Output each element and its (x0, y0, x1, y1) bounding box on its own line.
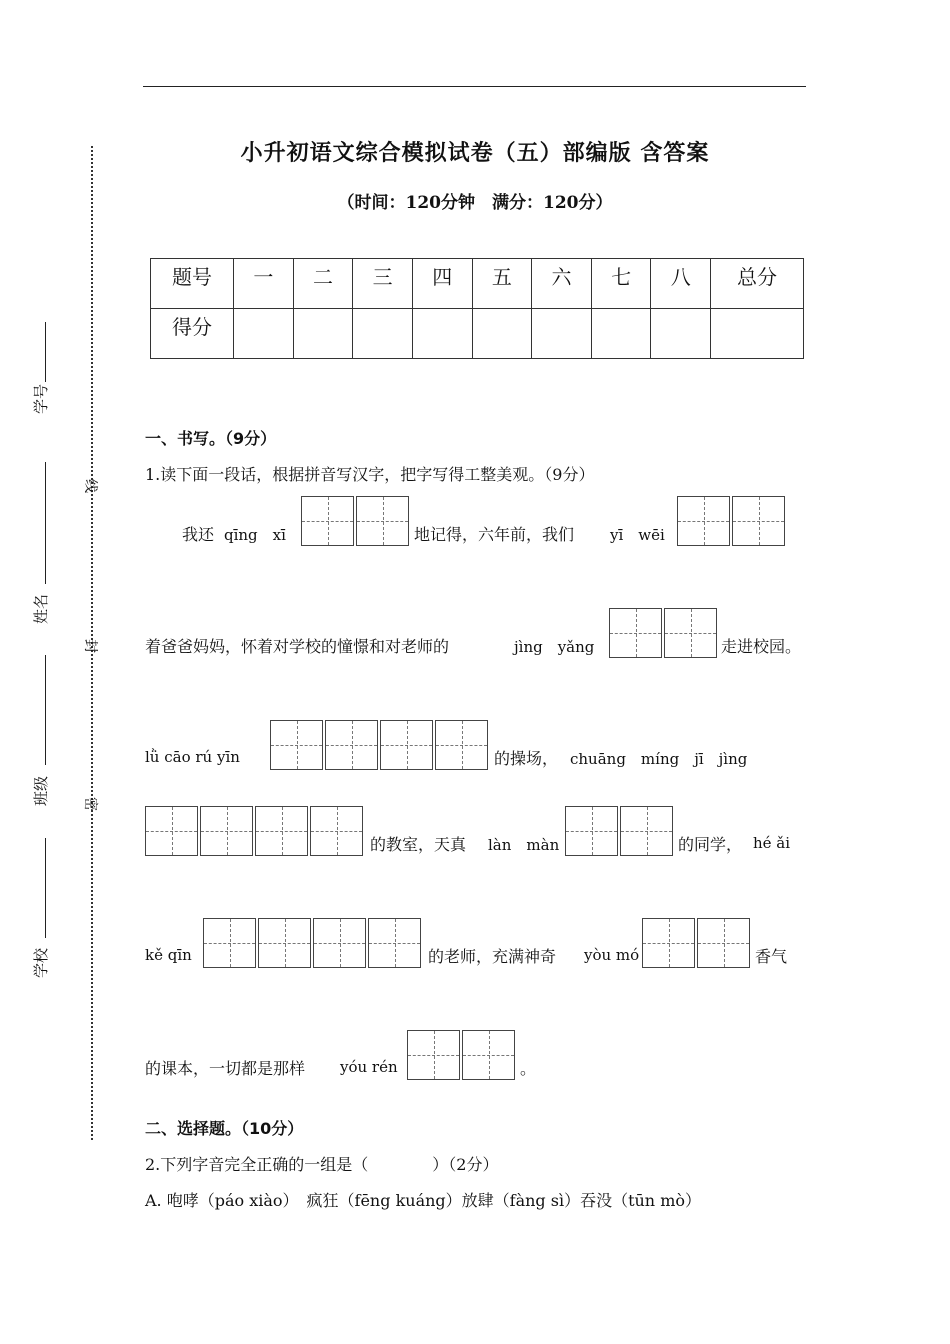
score-table-score-row (151, 309, 804, 359)
score-table (150, 258, 804, 359)
question-2-option-a: A. 咆哮（páo xiào） 疯狂（fēng kuáng）放肆（fàng sì）吞没（tūn mò） (145, 1191, 702, 1210)
passage-text: 的老师，充满神奇 (428, 947, 557, 966)
seal-seal-mark: 封 (82, 639, 98, 653)
pinyin-yiwei: yī wēi (610, 526, 665, 544)
pinyin-heai: hé ǎi (753, 834, 791, 852)
school-field[interactable] (45, 838, 47, 938)
passage-text: 我还 (182, 525, 215, 544)
tianzige-lanman[interactable] (565, 806, 675, 858)
tianzige-heaikeqin[interactable] (203, 918, 423, 970)
passage-text: 着爸爸妈妈，怀着对学校的憧憬和对老师的 (145, 637, 450, 656)
score-header-cell: 五 (472, 259, 532, 309)
student-no-label: 学号 (32, 383, 50, 414)
score-cell[interactable] (651, 309, 711, 359)
pinyin-keqin: kě qīn (145, 946, 192, 964)
score-cell[interactable] (293, 309, 353, 359)
question-2: 2.下列字音完全正确的一组是（ ）（2分） (145, 1155, 499, 1174)
score-cell[interactable] (591, 309, 651, 359)
score-header-cell: 四 (412, 259, 472, 309)
pinyin-jingyang: jìng yǎng (514, 638, 595, 656)
score-header-cell: 二 (293, 259, 353, 309)
header-rule (143, 86, 806, 87)
score-header-cell: 八 (651, 259, 711, 309)
passage-text: 的操场， (494, 749, 559, 768)
pinyin-qingxi: qīng xī (224, 526, 286, 544)
student-no-field[interactable] (45, 322, 47, 382)
pinyin-youren: yóu rén (340, 1058, 398, 1076)
tianzige-lucaoruyin[interactable] (270, 720, 490, 772)
score-header-cell: 三 (353, 259, 413, 309)
pinyin-chuangmingjijing: chuāng míng jī jìng (570, 750, 748, 768)
name-label: 姓名 (32, 593, 50, 624)
score-row-label: 得分 (151, 309, 234, 359)
passage-text: 香气 (755, 947, 788, 966)
score-cell[interactable] (353, 309, 413, 359)
score-cell[interactable] (234, 309, 294, 359)
score-header-cell: 七 (591, 259, 651, 309)
tianzige-youren[interactable] (407, 1030, 517, 1082)
tianzige-qingxi[interactable] (301, 496, 411, 548)
tianzige-youmo[interactable] (642, 918, 752, 970)
school-label: 学校 (32, 947, 50, 978)
score-table-header-row (151, 259, 804, 309)
tianzige-yiwei[interactable] (677, 496, 787, 548)
question-1: 1.读下面一段话，根据拼音写汉字，把字写得工整美观。（9分） (145, 465, 595, 484)
name-field[interactable] (45, 462, 47, 584)
passage-text: 的同学， (678, 835, 743, 854)
score-header-cell: 一 (234, 259, 294, 309)
tianzige-jingyang[interactable] (609, 608, 719, 660)
score-cell[interactable] (711, 309, 804, 359)
tianzige-chuangmingjijing[interactable] (145, 806, 365, 858)
class-label: 班级 (32, 775, 50, 806)
score-cell[interactable] (412, 309, 472, 359)
pinyin-lanman: làn màn (488, 836, 560, 854)
score-cell[interactable] (472, 309, 532, 359)
seal-secret-mark: 密 (82, 797, 98, 811)
exam-info: （时间：120分钟 满分：120分） (337, 193, 613, 213)
pinyin-lucaoruyin: lǜ cāo rú yīn (145, 748, 240, 766)
class-field[interactable] (45, 655, 47, 765)
score-cell[interactable] (532, 309, 592, 359)
section2-heading: 二、选择题。（10分） (145, 1119, 304, 1138)
passage-text: 地记得，六年前，我们 (414, 525, 575, 544)
pinyin-youmo: yòu mó (584, 946, 640, 964)
passage-text: 。 (520, 1059, 537, 1078)
passage-text: 的教室，天真 (370, 835, 467, 854)
seal-line-mark: 线 (82, 479, 98, 493)
section1-heading: 一、书写。（9分） (145, 429, 277, 448)
page-title: 小升初语文综合模拟试卷（五）部编版 含答案 (240, 141, 710, 166)
passage-text: 的课本，一切都是那样 (145, 1059, 306, 1078)
score-header-cell: 六 (532, 259, 592, 309)
score-header-cell: 题号 (151, 259, 234, 309)
score-header-cell: 总分 (711, 259, 804, 309)
passage-text: 走进校园。 (721, 637, 802, 656)
